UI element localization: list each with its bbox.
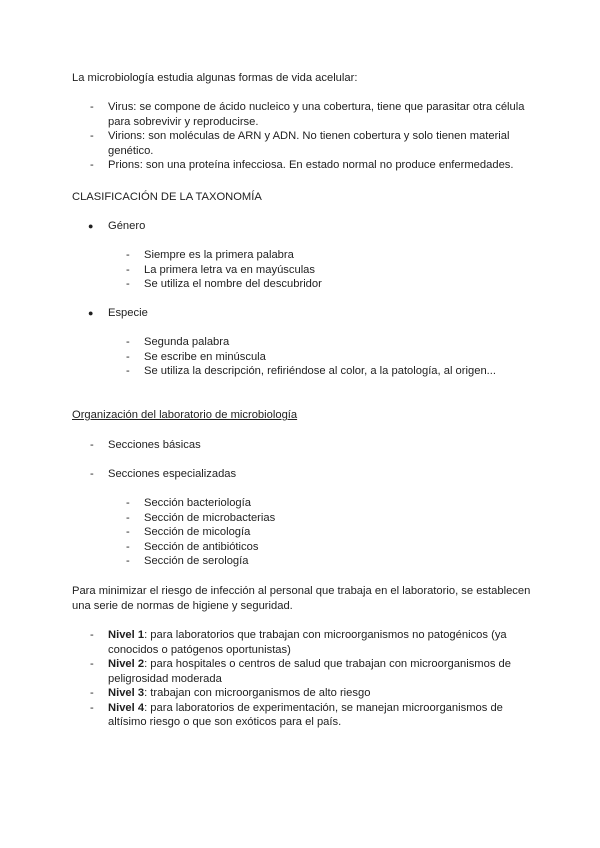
level-text: : trabajan con microorganismos de alto riesgo (144, 687, 371, 699)
level-item (108, 701, 528, 730)
specialized-items-list (144, 496, 524, 569)
list-item: - Se utiliza la descripción, refiriéndose al color, a la patología, al origen... (144, 364, 524, 379)
level-label: Nivel 1 (108, 629, 145, 641)
level-text: : para laboratorios que trabajan con microorganismos no patogénicos (ya conocidos o patógenos oportunistas) (108, 629, 507, 656)
list-item: - Sección bacteriología (144, 496, 524, 511)
list-item: - Sección de micología (144, 525, 524, 540)
acellular-list (108, 100, 528, 173)
list-item: - Secciones básicas (108, 438, 528, 453)
genero-bullet: ● Género (108, 219, 145, 234)
list-item: - Se utiliza el nombre del descubridor (144, 277, 524, 292)
especie-bullet: ● Especie (108, 306, 148, 321)
list-item: - La primera letra va en mayúsculas (144, 263, 524, 278)
level-item (108, 628, 528, 657)
list-item: - Sección de serología (144, 554, 524, 569)
list-item: - Siempre es la primera palabra (144, 248, 524, 263)
levels-list (108, 628, 528, 730)
specialized-sections-list (108, 467, 528, 482)
list-item: - Sección de microbacterias (144, 511, 524, 526)
taxonomy-heading: CLASIFICACIÓN DE LA TAXONOMÍA (72, 191, 262, 203)
level-item (108, 657, 528, 686)
list-item: - Prions: son una proteína infecciosa. En estado normal no produce enfermedades. (108, 158, 528, 173)
list-item: - Secciones especializadas (108, 467, 528, 482)
intro-text: La microbiología estudia algunas formas de vida acelular: (72, 72, 358, 84)
list-item: - Virus: se compone de ácido nucleico y una cobertura, tiene que parasitar otra célula para sobrevivir y reproducirse. (108, 100, 528, 129)
safety-intro: Para minimizar el riesgo de infección al personal que trabaja en el laboratorio, se establecen una serie de normas de higiene y seguridad. (72, 585, 531, 612)
especie-list (144, 335, 524, 379)
lab-heading: Organización del laboratorio de microbiología (72, 409, 298, 421)
list-item: - Virions: son moléculas de ARN y ADN. No tienen cobertura y solo tienen material genético. (108, 129, 528, 158)
genero-list (144, 248, 524, 292)
level-text: : para hospitales o centros de salud que trabajan con microorganismos de peligrosidad moderada (108, 658, 511, 685)
level-item (108, 686, 528, 701)
list-item: - Sección de antibióticos (144, 540, 524, 555)
level-label: Nivel 2 (108, 658, 145, 670)
level-text: : para laboratorios de experimentación, se manejan microorganismos de altísimo riesgo o que son exóticos para el país. (108, 701, 503, 728)
level-label: Nivel 3 (108, 687, 145, 699)
list-item: - Segunda palabra (144, 335, 524, 350)
list-item: - Se escribe en minúscula (144, 350, 524, 365)
level-label: Nivel 4 (108, 701, 145, 714)
basic-sections-list (108, 438, 528, 453)
